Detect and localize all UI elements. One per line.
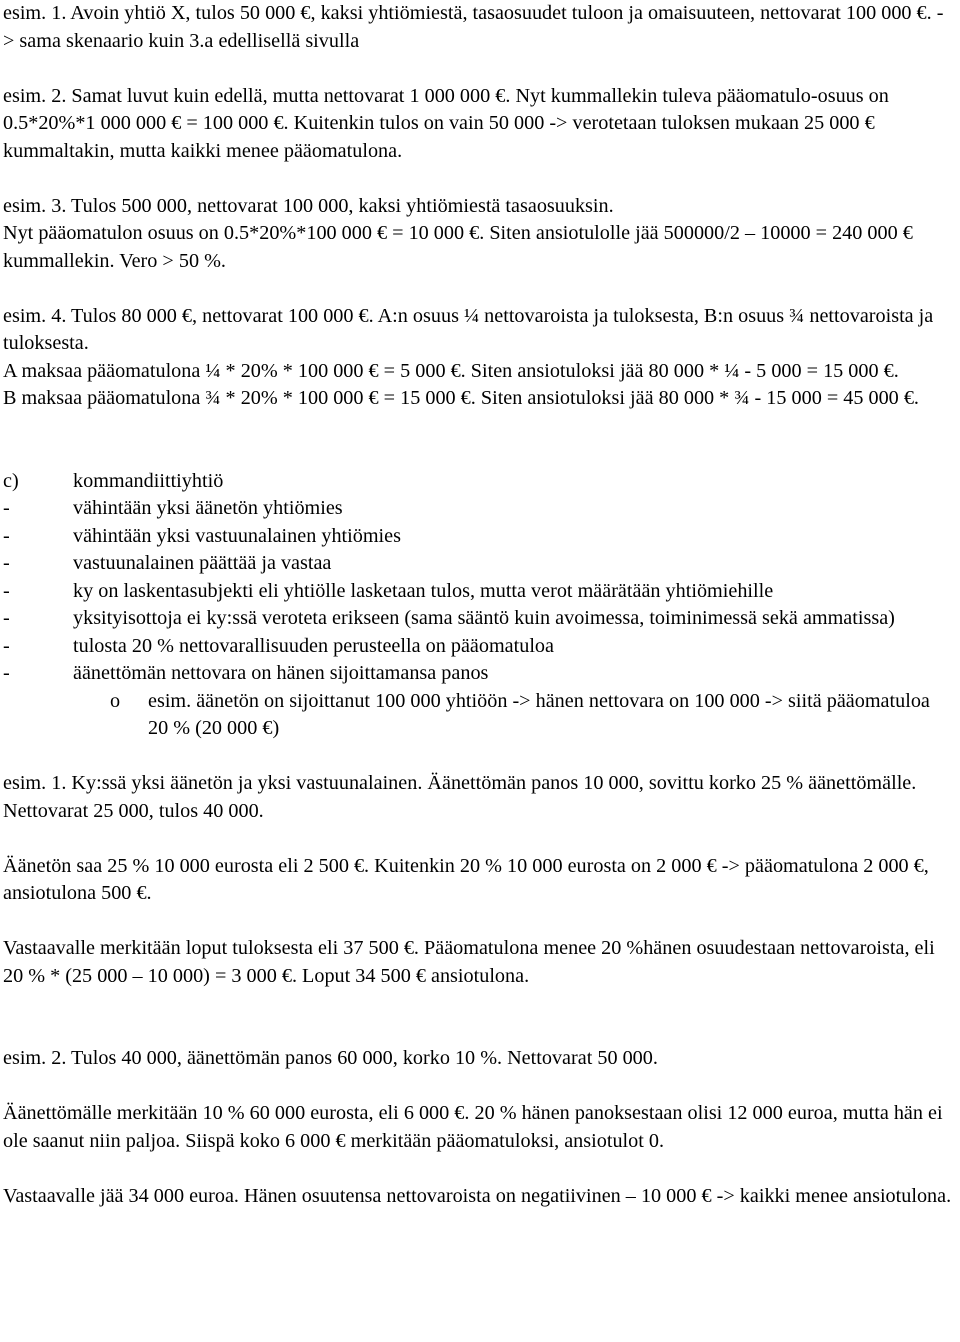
bullet-circle: o (110, 689, 121, 712)
spacer (3, 990, 953, 1045)
bullet-dash: - (3, 579, 10, 602)
section-c-title: kommandiittiyhtiö (73, 469, 224, 492)
spacer (3, 743, 953, 771)
list-item-text: vähintään yksi äänetön yhtiömies (73, 497, 343, 519)
list-item (3, 605, 953, 633)
example-4-line-1: esim. 4. Tulos 80 000 €, nettovarat 100 000 €. A:n osuus ¼ nettovaroista ja tuloksesta, B:n osuus ¾ nettovaroista ja tuloksesta. (3, 304, 934, 354)
list-item (3, 660, 953, 688)
list-item (3, 523, 953, 551)
c-example-2-intro: esim. 2. Tulos 40 000, äänettömän panos 60 000, korko 10 %. Nettovarat 50 000. (3, 1047, 658, 1069)
list-item-text: tulosta 20 % nettovarallisuuden perusteella on pääomatuloa (73, 634, 554, 657)
list-item (3, 550, 953, 578)
bullet-dash: - (3, 524, 10, 547)
list-item-text: vastuunalainen päättää ja vastaa (73, 552, 332, 574)
example-3-line-2: Nyt pääomatulon osuus on 0.5*20%*100 000 € = 10 000 €. Siten ansiotulolle jää 500000/2 – 10000 = 240 000 € kummallekin. Vero > 50 %. (3, 222, 913, 272)
list-item-text: vähintään yksi vastuunalainen yhtiömies (73, 524, 401, 547)
example-2-paragraph: esim. 2. Samat luvut kuin edellä, mutta nettovarat 1 000 000 €. Nyt kummallekin tuleva pääomatulo-osuus on 0.5*20%*1 000 000 € = 100 000 €. Kuitenkin tulos on vain 50 000 -> verotetaan tuloksen mukaan 25 000 € kummaltakin, mutta kaikki menee pääomatulona. (3, 84, 889, 162)
list-item-text: äänettömän nettovara on hänen sijoittamansa panos (73, 662, 489, 684)
spacer (3, 275, 953, 303)
spacer (3, 165, 953, 193)
list-item (3, 578, 953, 606)
c-example-1-responsible-partner: Vastaavalle merkitään loput tuloksesta eli 37 500 €. Pääomatulona menee 20 %hänen osuudestaan nettovaroista, eli 20 % * (25 000 – 10 000) = 3 000 €. Loput 34 500 € ansiotulona. (3, 937, 935, 987)
spacer (3, 825, 953, 853)
sub-list-item-text: esim. äänetön on sijoittanut 100 000 yhtiöön -> hänen nettovara on 100 000 -> siitä pääomatuloa 20 % (20 000 €) (148, 689, 930, 739)
example-4-line-2: A maksaa pääomatulona ¼ * 20% * 100 000 € = 5 000 €. Siten ansiotuloksi jää 80 000 * ¼ - 5 000 = 15 000 €. (3, 359, 899, 382)
list-item (3, 495, 953, 523)
c-example-2-responsible-partner: Vastaavalle jää 34 000 euroa. Hänen osuutensa nettovaroista on negatiivinen – 10 000 € -> kaikki menee ansiotulona. (3, 1184, 952, 1207)
example-4-line-3: B maksaa pääomatulona ¾ * 20% * 100 000 € = 15 000 €. Siten ansiotuloksi jää 80 000 * ¾ - 15 000 = 45 000 €. (3, 387, 919, 409)
bullet-dash: - (3, 634, 10, 657)
c-example-2-silent-partner: Äänettömälle merkitään 10 % 60 000 eurosta, eli 6 000 €. 20 % hänen panoksestaan olisi 12 000 euroa, mutta hän ei ole saanut niin paljoa. Siispä koko 6 000 € merkitään pääomatuloksi, ansiotulot 0. (3, 1102, 943, 1152)
bullet-dash: - (3, 607, 10, 629)
document-page (3, 0, 953, 1210)
spacer (3, 1073, 953, 1101)
sub-list-item (3, 688, 953, 743)
bullet-dash: - (3, 662, 10, 684)
section-c-marker: c) (3, 469, 19, 492)
c-example-1-intro: esim. 1. Ky:ssä yksi äänetön ja yksi vastuunalainen. Äänettömän panos 10 000, sovittu korko 25 % äänettömälle. Nettovarat 25 000, tulos 40 000. (3, 772, 917, 822)
list-item-text: yksityisottoja ei ky:ssä veroteta erikseen (sama sääntö kuin avoimessa, toiminimessä sekä ammatissa) (73, 607, 895, 629)
section-c-list (3, 495, 953, 743)
c-example-1-silent-partner: Äänetön saa 25 % 10 000 eurosta eli 2 500 €. Kuitenkin 20 % 10 000 eurosta on 2 000 € -> pääomatulona 2 000 €, ansiotulona 500 €. (3, 854, 929, 904)
example-1-paragraph: esim. 1. Avoin yhtiö X, tulos 50 000 €, kaksi yhtiömiestä, tasaosuudet tuloon ja omaisuuteen, nettovarat 100 000 €. -> sama skenaario kuin 3.a edellisellä sivulla (3, 2, 944, 52)
spacer (3, 55, 953, 83)
spacer (3, 1155, 953, 1183)
list-item-text: ky on laskentasubjekti eli yhtiölle lasketaan tulos, mutta verot määrätään yhtiömiehille (73, 579, 774, 602)
example-3-line-1: esim. 3. Tulos 500 000, nettovarat 100 000, kaksi yhtiömiestä tasaosuuksin. (3, 194, 614, 217)
spacer (3, 413, 953, 468)
section-c-heading (3, 468, 953, 496)
bullet-dash: - (3, 497, 10, 519)
bullet-dash: - (3, 552, 10, 574)
list-item (3, 633, 953, 661)
spacer (3, 908, 953, 936)
